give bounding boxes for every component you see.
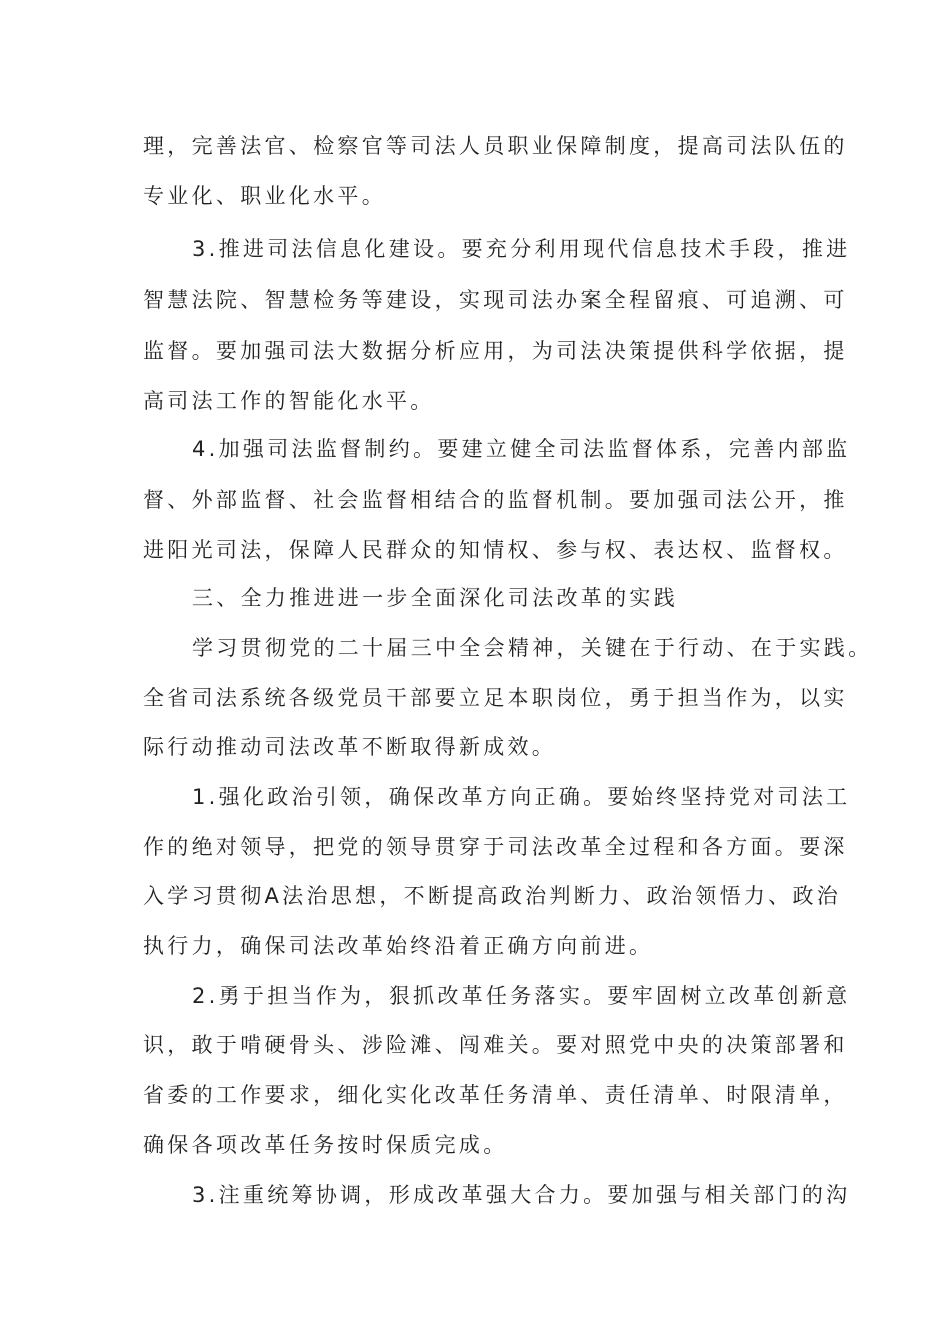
text-line: 3.推进司法信息化建设。要充分利用现代信息技术手段，推进 [192, 237, 851, 261]
text-line: 理，完善法官、检察官等司法人员职业保障制度，提高司法队伍的 [143, 134, 848, 158]
text-line: 智慧法院、智慧检务等建设，实现司法办案全程留痕、可追溯、可 [143, 288, 848, 312]
section-heading: 三、全力推进进一步全面深化司法改革的实践 [192, 586, 678, 610]
text-line: 入学习贯彻A法治思想，不断提高政治判断力、政治领悟力、政治 [143, 884, 842, 908]
text-line: 确保各项改革任务按时保质完成。 [143, 1133, 508, 1157]
text-line: 监督。要加强司法大数据分析应用，为司法决策提供科学依据，提 [143, 339, 848, 363]
text-line: 执行力，确保司法改革始终沿着正确方向前进。 [143, 934, 654, 958]
text-line: 专业化、职业化水平。 [143, 184, 386, 208]
text-line: 1.强化政治引领，确保改革方向正确。要始终坚持党对司法工 [192, 785, 851, 809]
text-line: 4.加强司法监督制约。要建立健全司法监督体系，完善内部监 [192, 437, 851, 461]
text-line: 际行动推动司法改革不断取得新成效。 [143, 735, 557, 759]
text-line: 学习贯彻党的二十届三中全会精神，关键在于行动、在于实践。 [192, 636, 873, 660]
text-line: 3.注重统筹协调，形成改革强大合力。要加强与相关部门的沟 [192, 1183, 851, 1207]
text-line: 进阳光司法，保障人民群众的知情权、参与权、表达权、监督权。 [143, 538, 848, 562]
text-line: 督、外部监督、社会监督相结合的监督机制。要加强司法公开，推 [143, 488, 848, 512]
text-line: 2.勇于担当作为，狠抓改革任务落实。要牢固树立改革创新意 [192, 984, 851, 1008]
text-line: 省委的工作要求，细化实化改革任务清单、责任清单、时限清单， [143, 1083, 848, 1107]
text-line: 高司法工作的智能化水平。 [143, 389, 435, 413]
text-line: 作的绝对领导，把党的领导贯穿于司法改革全过程和各方面。要深 [143, 835, 848, 859]
text-line: 识，敢于啃硬骨头、涉险滩、闯难关。要对照党中央的决策部署和 [143, 1033, 848, 1057]
text-line: 全省司法系统各级党员干部要立足本职岗位，勇于担当作为，以实 [143, 686, 848, 710]
